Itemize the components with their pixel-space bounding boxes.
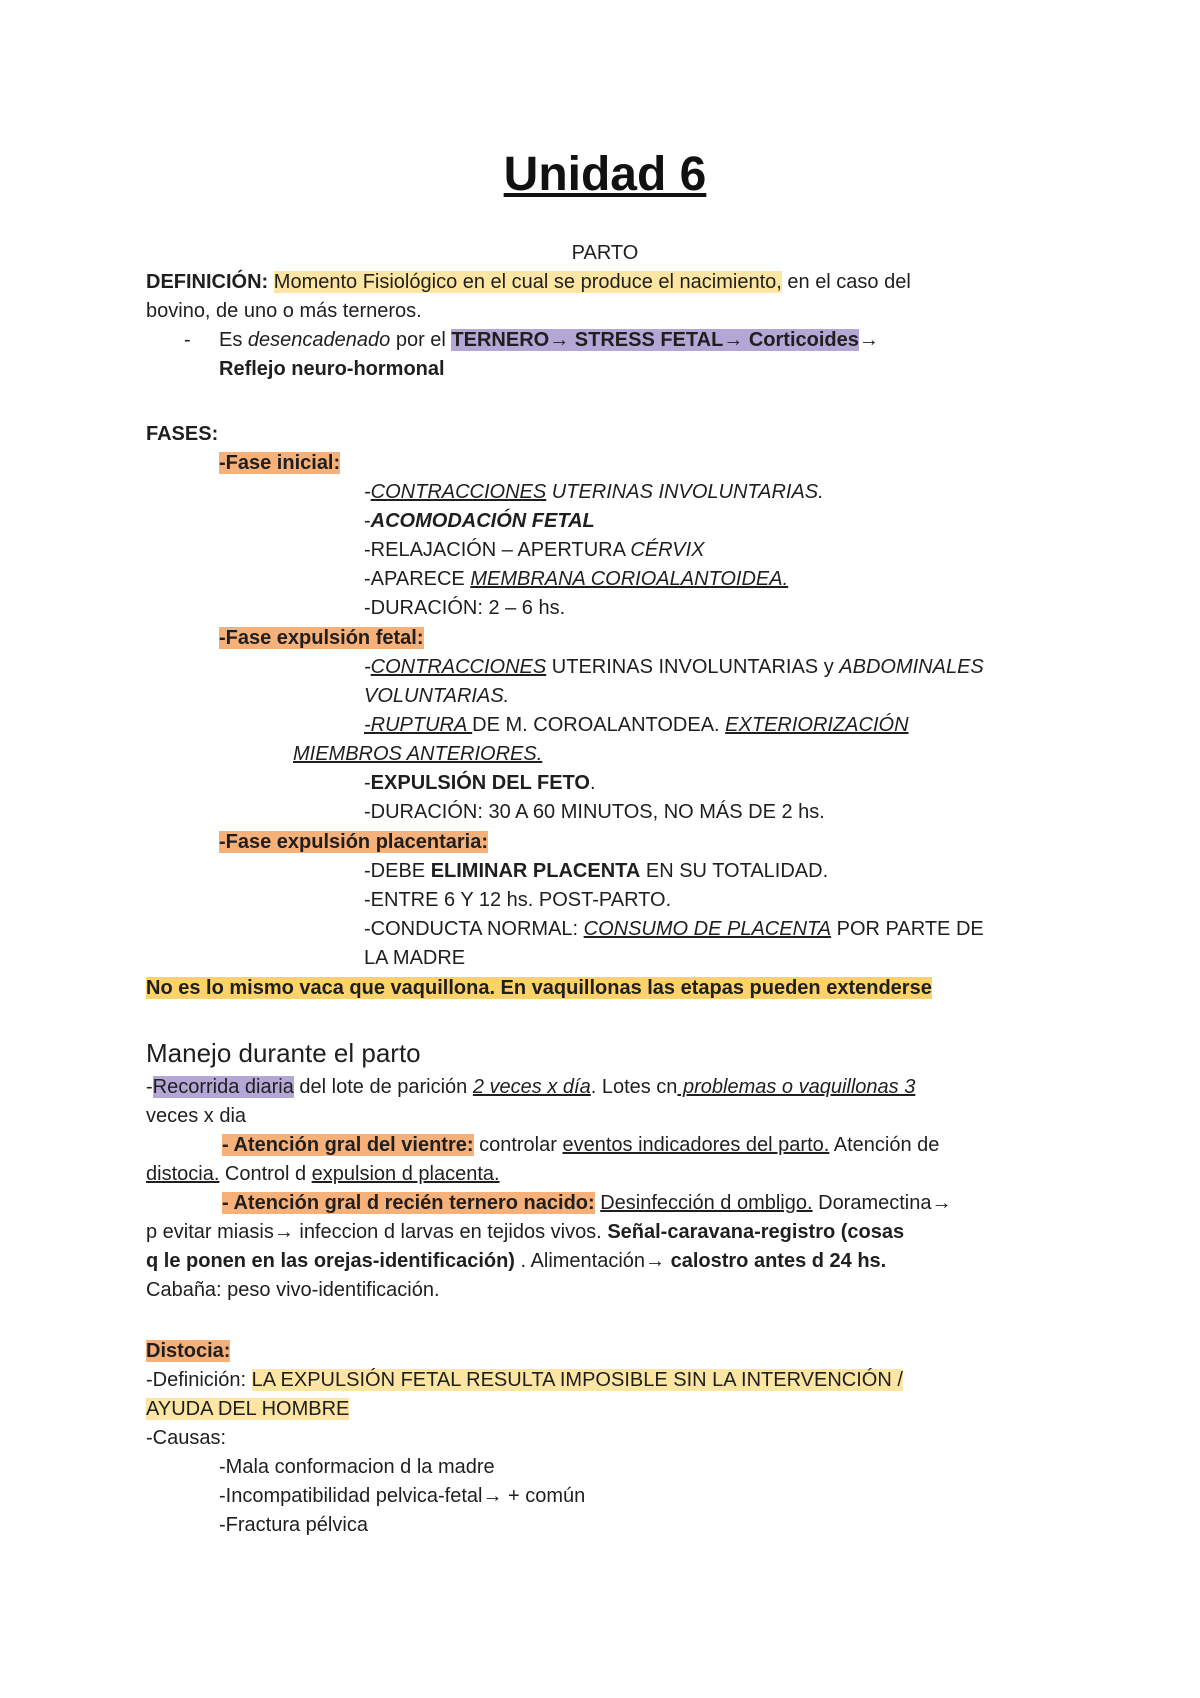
fase-inicial-item-1-rest: UTERINAS INVOLUNTARIAS. (546, 481, 824, 503)
exteriorizacion: EXTERIORIZACIÓN (725, 714, 909, 736)
acomodacion-fetal: ACOMODACIÓN FETAL (370, 510, 595, 532)
ternero-line-3 (146, 1247, 886, 1276)
bullet-arrow: → (858, 329, 879, 351)
expulsion-del-feto: EXPULSIÓN DEL FETO (370, 772, 590, 794)
fase-expulsion-placentaria-label-text: -Fase expulsión placentaria: (219, 831, 488, 853)
consumo-de-placenta: CONSUMO DE PLACENTA (583, 918, 832, 940)
en-su-totalidad: EN SU TOTALIDAD. (640, 860, 829, 882)
fase-fetal-item-1-cont: VOLUNTARIAS. (364, 685, 510, 707)
eventos-indicadores: eventos indicadores del parto. (562, 1134, 830, 1156)
fase-fetal-item-3 (364, 769, 596, 798)
fase-placentaria-item-1 (364, 857, 828, 886)
fases-label: FASES: (146, 423, 219, 445)
definicion-highlight: Momento Fisiológico en el cual se produce el nacimiento, (273, 271, 782, 293)
manejo-line-2: veces x dia (146, 1105, 247, 1127)
orejas-identificacion: q le ponen en las orejas-identificación) (146, 1250, 515, 1272)
definicion-line-1 (146, 268, 911, 297)
vientre-line-1 (222, 1131, 939, 1160)
fase-fetal-item-2-cont: MIEMBROS ANTERIORES. (293, 743, 543, 765)
cervix: CÉRVIX (630, 539, 705, 561)
distocia-label (146, 1337, 230, 1366)
fase-inicial-item-3 (364, 536, 705, 565)
ternero-line-2 (146, 1218, 904, 1247)
atencion-de: Atención de (829, 1134, 940, 1156)
definicion-label: DEFINICIÓN: (146, 271, 269, 293)
fase-placentaria-item-3 (364, 915, 984, 944)
dash: - (364, 481, 371, 503)
debe: -DEBE (364, 860, 431, 882)
bullet-line-1 (219, 326, 879, 355)
coroalantodea: DE M. COROALANTODEA. (472, 714, 726, 736)
dash: - (364, 656, 371, 678)
bullet-por-el: por el (390, 329, 452, 351)
bullet-dash: - (184, 329, 191, 351)
controlar: controlar (473, 1134, 563, 1156)
fase-inicial-label (219, 449, 340, 478)
manejo-heading: Manejo durante el parto (146, 1038, 421, 1068)
fase-fetal-item-2 (364, 711, 909, 740)
fase-expulsion-fetal-label (219, 624, 424, 653)
fase-expulsion-fetal-label-text: -Fase expulsión fetal: (219, 627, 424, 649)
distocia-causas-label: -Causas: (146, 1427, 227, 1449)
fase-fetal-item-1 (364, 653, 984, 682)
problemas-vaquillonas: problemas o vaquillonas 3 (677, 1076, 916, 1098)
definicion-label: -Definición: (146, 1369, 252, 1391)
definicion-line-2: bovino, de uno o más terneros. (146, 300, 422, 322)
ternero-label: - Atención gral d recién ternero nacido: (222, 1192, 595, 1214)
nota-text: No es lo mismo vaca que vaquillona. En vaquillonas las etapas pueden extenderse (146, 977, 932, 999)
relajacion: -RELAJACIÓN – APERTURA (364, 539, 631, 561)
ruptura: -RUPTURA (364, 714, 473, 736)
por-parte-de: POR PARTE DE (831, 918, 984, 940)
fase-fetal-item-1-mid: UTERINAS INVOLUNTARIAS y (546, 656, 840, 678)
ternero-line-1 (222, 1189, 952, 1218)
calostro: calostro antes d 24 hs. (670, 1250, 887, 1272)
membrana: MEMBRANA CORIOALANTOIDEA. (470, 568, 789, 590)
fase-fetal-item-4: -DURACIÓN: 30 A 60 MINUTOS, NO MÁS DE 2 hs. (364, 801, 825, 823)
control-d: Control d (219, 1163, 312, 1185)
cabana-line: Cabaña: peso vivo-identificación. (146, 1279, 440, 1301)
fase-inicial-label-text: -Fase inicial: (219, 452, 341, 474)
distocia-causa-2: -Incompatibilidad pelvica-fetal→ + común (219, 1485, 586, 1507)
distocia-causa-1: -Mala conformacion d la madre (219, 1456, 495, 1478)
aparece: -APARECE (364, 568, 471, 590)
contracciones: CONTRACCIONES (370, 481, 547, 503)
fase-placentaria-item-2: -ENTRE 6 Y 12 hs. POST-PARTO. (364, 889, 672, 911)
bullet-desencadenado: desencadenado (247, 329, 391, 351)
distocia-label-text: Distocia: (146, 1340, 231, 1362)
del-lote: del lote de parición (293, 1076, 473, 1098)
fase-inicial-item-1 (364, 478, 824, 507)
desinfeccion-ombligo: Desinfección d ombligo. (600, 1192, 813, 1214)
dash: - (364, 772, 371, 794)
dash: - (146, 1076, 153, 1098)
eliminar-placenta: ELIMINAR PLACENTA (430, 860, 641, 882)
dash: - (364, 510, 371, 532)
manejo-line-1 (146, 1073, 915, 1102)
senal-caravana: Señal-caravana-registro (cosas (607, 1221, 905, 1243)
distocia-def-highlight: LA EXPULSIÓN FETAL RESULTA IMPOSIBLE SIN LA INTERVENCIÓN / (251, 1369, 903, 1391)
vientre-label: - Atención gral del vientre: (222, 1134, 474, 1156)
definicion-text: en el caso del (781, 271, 911, 293)
expulsion-placenta: expulsion d placenta. (311, 1163, 500, 1185)
distocia-def-line-1 (146, 1366, 903, 1395)
recorrida-diaria-highlight: Recorrida diaria (152, 1076, 294, 1098)
distocia-def-highlight-2: AYUDA DEL HOMBRE (146, 1398, 350, 1420)
doramectina: Doramectina→ (812, 1192, 952, 1214)
distocia-def-line-2 (146, 1395, 349, 1424)
dos-veces-por-dia: 2 veces x día (472, 1076, 591, 1098)
conducta-normal: -CONDUCTA NORMAL: (364, 918, 584, 940)
page-title: Unidad 6 (503, 148, 707, 201)
fase-inicial-item-2 (364, 507, 595, 536)
section-heading-parto: PARTO (571, 242, 639, 264)
contracciones: CONTRACCIONES (370, 656, 547, 678)
alimentacion: . Alimentación→ (514, 1250, 671, 1272)
bullet-es: Es (219, 329, 248, 351)
abdominales: ABDOMINALES (839, 656, 984, 678)
distocia-causa-3: -Fractura pélvica (219, 1514, 368, 1536)
fase-placentaria-item-3-cont: LA MADRE (364, 947, 466, 969)
distocia-link: distocia. (146, 1163, 220, 1185)
fase-expulsion-placentaria-label (219, 828, 488, 857)
lotes-cn: . Lotes cn (590, 1076, 678, 1098)
fase-inicial-item-5: -DURACIÓN: 2 – 6 hs. (364, 597, 566, 619)
fase-inicial-item-4 (364, 565, 788, 594)
vientre-line-2 (146, 1160, 500, 1189)
dot: . (589, 772, 596, 794)
bullet-line-2: Reflejo neuro-hormonal (219, 358, 445, 380)
bullet-chain-highlight: TERNERO→ STRESS FETAL→ Corticoides (451, 329, 859, 351)
nota-vaquillona (146, 974, 932, 1003)
evitar-miasis: p evitar miasis→ infeccion d larvas en tejidos vivos. (146, 1221, 608, 1243)
